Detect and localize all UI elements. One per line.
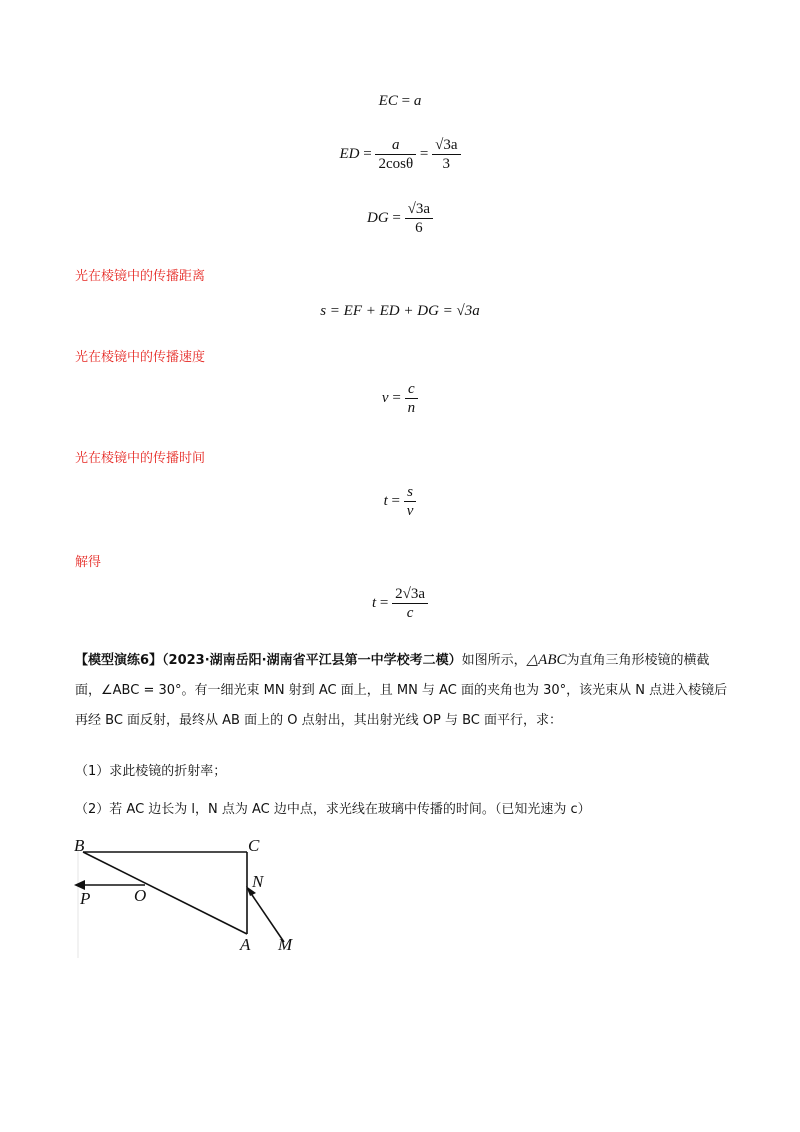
label-a: A: [240, 935, 251, 954]
eq-lhs: t: [371, 594, 377, 611]
denominator: 2cosθ: [378, 156, 414, 172]
question-1: （1）求此棱镜的折射率；: [75, 764, 227, 779]
eq-op: =: [391, 492, 400, 509]
numerator: 2√3a: [392, 585, 428, 604]
label-c: C: [248, 836, 260, 855]
label-b: B: [74, 836, 85, 855]
problem-source: （2023·湖南岳阳·湖南省平江县第一中学校考二模）: [162, 653, 462, 668]
triangle-symbol: △ABC: [526, 652, 567, 668]
denominator: 3: [442, 156, 451, 172]
label-solve: 解得: [75, 555, 102, 570]
label-p: P: [80, 889, 91, 908]
equation-ed: [0, 136, 800, 173]
edge-ba: [83, 852, 247, 934]
eq-op: =: [379, 594, 389, 611]
eq-lhs: DG: [366, 209, 389, 226]
equation-dg: [0, 200, 800, 237]
question-2: （2）若 AC 边长为 l，N 点为 AC 边中点，求光线在玻璃中传播的时间。（已知光速为 c）: [75, 802, 591, 817]
eq-lhs: ED: [339, 145, 360, 162]
eq-lhs: t: [383, 492, 388, 509]
equation-t: [0, 483, 800, 520]
numerator: √3a: [432, 136, 460, 155]
fraction: [404, 483, 417, 520]
label-o: O: [134, 886, 147, 905]
equation-v: [0, 380, 800, 417]
problem-statement: [75, 645, 730, 736]
fraction: [392, 585, 428, 622]
fraction: [405, 380, 419, 417]
eq-op: =: [419, 145, 429, 162]
numerator: √3a: [405, 200, 433, 219]
label-time: 光在棱镜中的传播时间: [75, 451, 206, 466]
label-distance: 光在棱镜中的传播距离: [75, 269, 206, 284]
eq-op: =: [392, 389, 401, 406]
denominator: v: [406, 503, 414, 519]
eq-op: =: [392, 209, 401, 226]
problem-text: 为直角三角形棱镜的横截面，∠ABC = 30°。有一细光束 MN 射到 AC 面上，且 MN 与 AC 面的夹角也为 30°，该光束从 N 点进入棱镜后再经 BC 面反射，最终从 AB 面上的 O 点射出，其出射光线 OP 与 BC 面平行，求：: [75, 653, 728, 728]
fraction: [432, 136, 460, 173]
label-speed: 光在棱镜中的传播速度: [75, 350, 206, 365]
problem-tag: 【模型演练6】: [75, 653, 163, 668]
eq-op: =: [401, 93, 411, 109]
numerator: c: [405, 380, 419, 399]
problem-intro: 如图所示，: [461, 653, 527, 668]
equation-t-result: [0, 585, 800, 622]
eq-rhs: a: [413, 93, 422, 109]
fraction: [405, 200, 433, 237]
equation-s: s = EF + ED + DG = √3a: [320, 303, 480, 319]
fraction: [375, 136, 416, 173]
numerator: a: [375, 136, 416, 155]
denominator: 6: [415, 220, 423, 236]
eq-op: =: [363, 145, 372, 162]
eq-lhs: EC: [378, 93, 398, 109]
label-n: N: [252, 872, 264, 891]
numerator: s: [404, 483, 417, 502]
label-m: M: [278, 935, 293, 954]
denominator: n: [407, 400, 416, 416]
equation-ec: [0, 93, 800, 110]
denominator: c: [406, 605, 414, 621]
prism-figure: [70, 830, 330, 965]
eq-lhs: v: [381, 389, 389, 406]
